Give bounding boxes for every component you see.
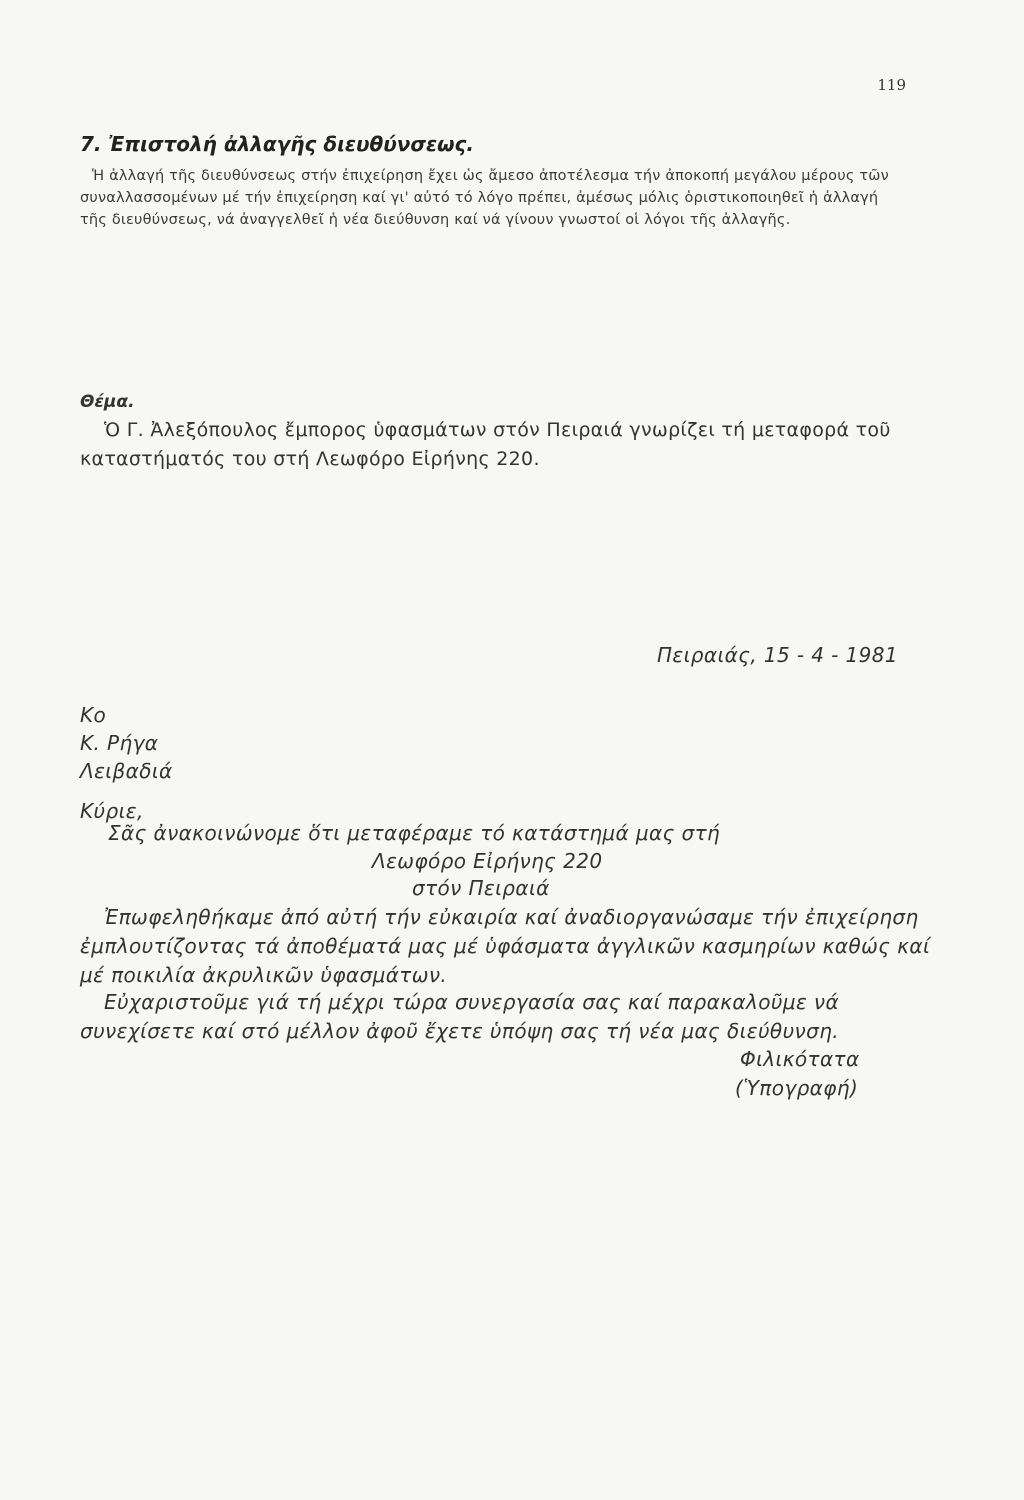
- letter-line-1: Σᾶς ἀνακοινώνομε ὅτι μεταφέραμε τό κατάστημά μας στή: [108, 821, 721, 845]
- paragraph-2-text: Ἐπωφεληθήκαμε ἀπό αὐτή τήν εὐκαιρία καί ἀναδιοργανώσαμε τήν ἐπιχείρηση ἐμπλουτίζοντας τά ἀποθέματά μας μέ ὑφάσματα ἀγγλικῶν κασμηρίων καθώς καί μέ ποικιλία ἀκρυλικῶν ὑφασμάτων.: [80, 905, 931, 987]
- subject-text: Ὁ Γ. Ἀλεξόπουλος ἔμπορος ὑφασμάτων στόν Πειραιά γνωρίζει τή μεταφορά τοῦ καταστήματός του στή Λεωφόρο Εἰρήνης 220.: [80, 419, 891, 470]
- letter-date: Πειραιάς, 15 - 4 - 1981: [656, 643, 898, 667]
- recipient-title: Κο: [80, 703, 107, 727]
- intro-paragraph: [80, 165, 910, 231]
- address-line-1: Λεωφόρο Εἰρήνης 220: [372, 849, 603, 873]
- section-title: 7. Ἐπιστολή ἀλλαγῆς διευθύνσεως.: [80, 132, 474, 156]
- signature: (Ὑπογραφή): [735, 1076, 859, 1100]
- recipient-name: Κ. Ρήγα: [80, 731, 159, 755]
- closing: Φιλικότατα: [740, 1047, 860, 1071]
- paragraph-3-text: Εὐχαριστοῦμε γιά τή μέχρι τώρα συνεργασία σας καί παρακαλοῦμε νά συνεχίσετε καί στό μέλλον ἀφοῦ ἔχετε ὑπόψη σας τή νέα μας διεύθυνση.: [80, 990, 840, 1043]
- letter-paragraph-2: [80, 903, 940, 990]
- subject-paragraph: [80, 416, 930, 474]
- letter-paragraph-3: [80, 988, 940, 1046]
- intro-text: Ἡ ἀλλαγή τῆς διευθύνσεως στήν ἐπιχείρηση ἔχει ὡς ἄμεσο ἀποτέλεσμα τήν ἀποκοπή μεγάλου μέρους τῶν συναλλασσομένων μέ τήν ἐπιχείρηση καί γι' αὐτό τό λόγο πρέπει, ἀμέσως μόλις ὁριστικοποιηθεῖ ἡ ἀλλαγή τῆς διευθύνσεως, νά ἀναγγελθεῖ ἡ νέα διεύθυνση καί νά γίνουν γνωστοί οἱ λόγοι τῆς ἀλλαγῆς.: [80, 168, 889, 228]
- salutation: Κύριε,: [80, 799, 144, 823]
- subject-title: Θέμα.: [80, 392, 135, 412]
- page-number: 119: [877, 76, 906, 94]
- address-line-2: στόν Πειραιά: [412, 876, 550, 900]
- recipient-city: Λειβαδιά: [80, 759, 173, 783]
